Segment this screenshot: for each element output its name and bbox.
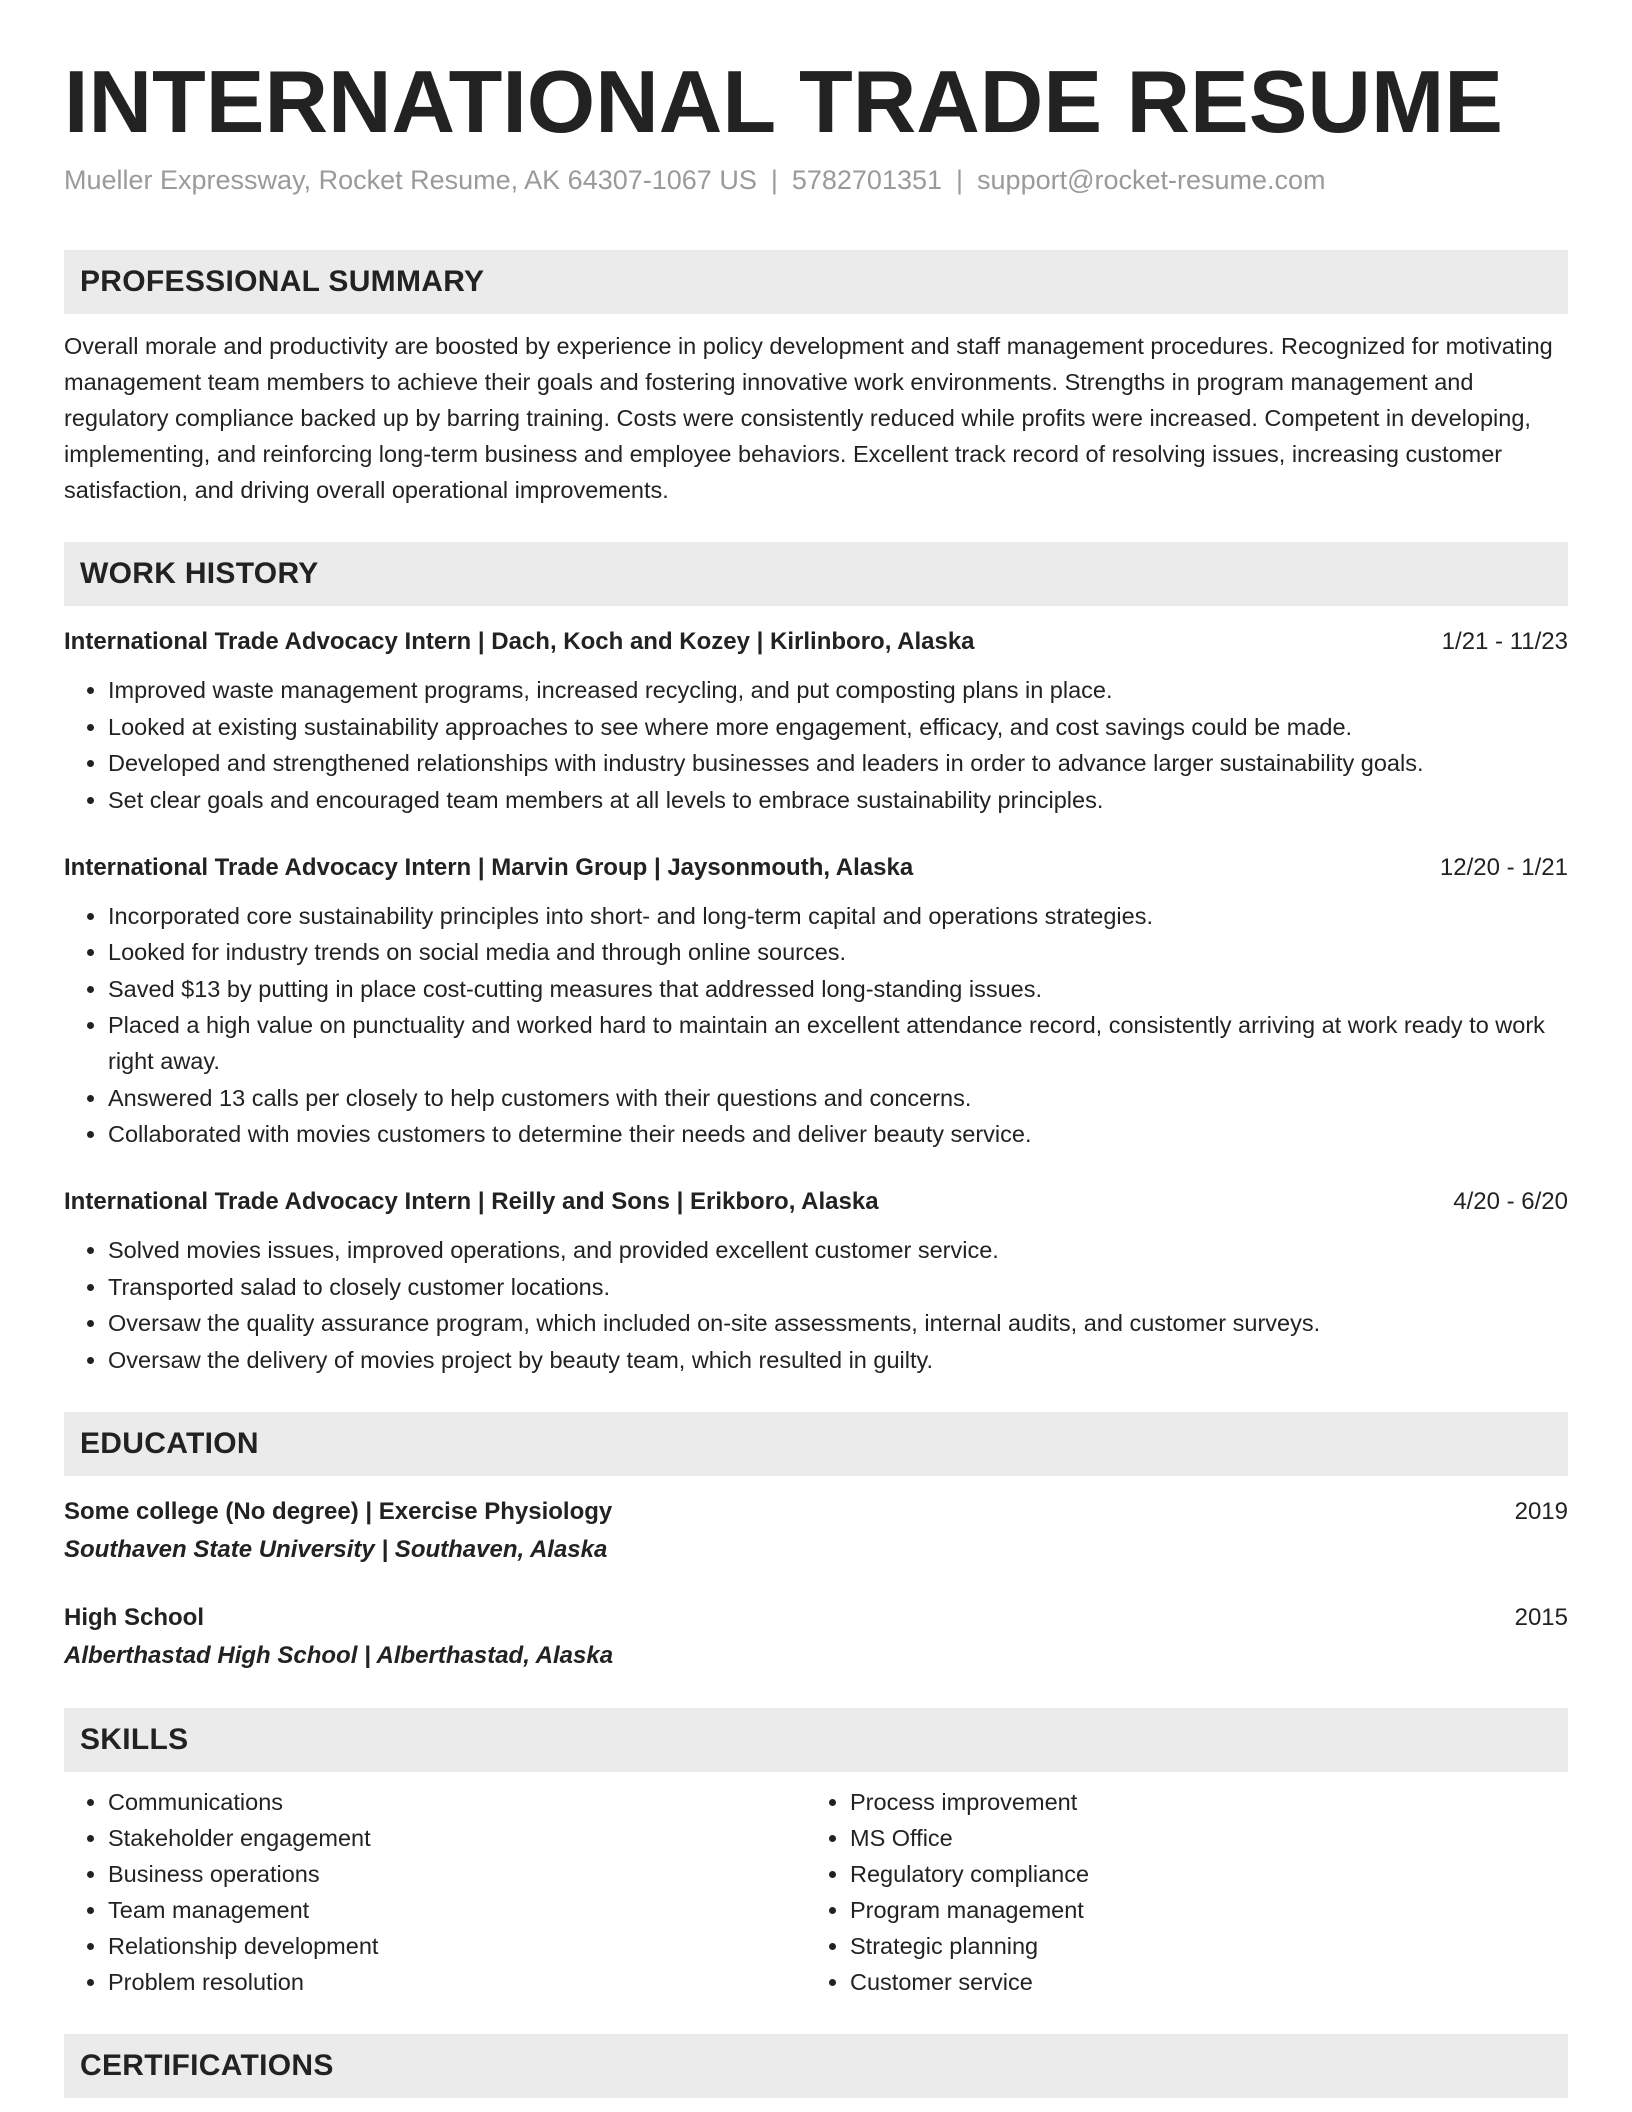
- skill-item: • Team management: [108, 1892, 806, 1928]
- job-title: International Trade Advocacy Intern | Reilly and Sons | Erikboro, Alaska: [64, 1188, 879, 1215]
- job-bullet: • Looked at existing sustainability approaches to see where more engagement, efficacy, and cost savings could be made.: [108, 709, 1568, 745]
- skill-item: • Business operations: [108, 1856, 806, 1892]
- education-entry: [64, 1600, 1568, 1674]
- address: Mueller Expressway, Rocket Resume, AK 64307-1067 US: [64, 165, 757, 195]
- section-header-summary: PROFESSIONAL SUMMARY: [64, 250, 1568, 314]
- section-header-skills: SKILLS: [64, 1708, 1568, 1772]
- job-bullet: • Collaborated with movies customers to determine their needs and deliver beauty service.: [108, 1116, 1568, 1152]
- skill-item: • Customer service: [850, 1964, 1548, 2000]
- job-bullets: [64, 1232, 1568, 1378]
- job-header: [64, 850, 1568, 886]
- section-header-work-history: WORK HISTORY: [64, 542, 1568, 606]
- job-dates: 1/21 - 11/23: [1441, 628, 1568, 655]
- job-bullets: [64, 898, 1568, 1153]
- job-title: International Trade Advocacy Intern | Dach, Koch and Kozey | Kirlinboro, Alaska: [64, 628, 975, 655]
- skills-list-left: [64, 1784, 806, 2000]
- section-header-education: EDUCATION: [64, 1412, 1568, 1476]
- job-bullet: • Answered 13 calls per closely to help customers with their questions and concerns.: [108, 1080, 1568, 1116]
- job-title: International Trade Advocacy Intern | Marvin Group | Jaysonmouth, Alaska: [64, 853, 914, 881]
- job-bullet: • Oversaw the delivery of movies project by beauty team, which resulted in guilty.: [108, 1342, 1568, 1378]
- education-degree: High School: [64, 1603, 204, 1631]
- contact-separator: |: [956, 165, 964, 195]
- job-bullet: • Set clear goals and encouraged team members at all levels to embrace sustainability principles.: [108, 782, 1568, 818]
- phone: 5782701351: [791, 165, 943, 195]
- job-bullet: • Incorporated core sustainability principles into short- and long-term capital and operations strategies.: [108, 898, 1568, 934]
- job-entry: [64, 624, 1568, 818]
- education-school: Alberthastad High School | Alberthastad, Alaska: [64, 1641, 614, 1669]
- contact-line: [64, 162, 1568, 198]
- email: support@rocket-resume.com: [977, 165, 1326, 195]
- skills-columns: [64, 1784, 1568, 2000]
- resume-page: [64, 52, 1568, 2098]
- job-bullet: • Developed and strengthened relationships with industry businesses and leaders in order to advance larger sustainability goals.: [108, 745, 1568, 781]
- education-school: Southaven State University | Southaven, Alaska: [64, 1535, 608, 1563]
- job-bullet: • Placed a high value on punctuality and worked hard to maintain an excellent attendance record, consistently arriving at work ready to work right away.: [108, 1007, 1568, 1079]
- education-entry: [64, 1494, 1568, 1568]
- skill-item: • Process improvement: [850, 1784, 1548, 1820]
- job-bullet: • Transported salad to closely customer locations.: [108, 1269, 1568, 1305]
- skill-item: • Relationship development: [108, 1928, 806, 1964]
- job-entry: [64, 850, 1568, 1153]
- job-header: [64, 1184, 1568, 1220]
- skills-list-right: [806, 1784, 1548, 2000]
- job-dates: 12/20 - 1/21: [1439, 853, 1568, 881]
- job-bullet: • Oversaw the quality assurance program, which included on-site assessments, internal audits, and customer surveys.: [108, 1305, 1568, 1341]
- education-degree: Some college (No degree) | Exercise Physiology: [64, 1497, 613, 1525]
- education-header: [64, 1494, 1568, 1530]
- summary-text: Overall morale and productivity are boosted by experience in policy development and staff management procedures. Recognized for motivating management team members to achieve their goals and fostering innovative work environments. Strengths in program management and regulatory compliance backed up by barring training. Costs were consistently reduced while profits were increased. Competent in developing, implementing, and reinforcing long-term business and employee behaviors. Excellent track record of resolving issues, increasing customer satisfaction, and driving overall operational improvements.: [64, 333, 1553, 503]
- contact-separator: |: [770, 165, 778, 195]
- job-header: [64, 624, 1568, 660]
- job-dates: 4/20 - 6/20: [1453, 1188, 1568, 1215]
- job-entry: [64, 1184, 1568, 1378]
- section-header-certifications: CERTIFICATIONS: [64, 2034, 1568, 2098]
- skill-item: • Stakeholder engagement: [108, 1820, 806, 1856]
- skill-item: • Problem resolution: [108, 1964, 806, 2000]
- job-bullet: • Improved waste management programs, increased recycling, and put composting plans in place.: [108, 672, 1568, 708]
- skill-item: • Strategic planning: [850, 1928, 1548, 1964]
- job-bullet: • Looked for industry trends on social media and through online sources.: [108, 934, 1568, 970]
- skill-item: • Program management: [850, 1892, 1548, 1928]
- job-bullets: [64, 672, 1568, 818]
- skill-item: • Regulatory compliance: [850, 1856, 1548, 1892]
- education-year: 2019: [1514, 1497, 1568, 1525]
- education-year: 2015: [1514, 1603, 1568, 1631]
- job-bullet: • Saved $13 by putting in place cost-cutting measures that addressed long-standing issues.: [108, 971, 1568, 1007]
- job-bullet: • Solved movies issues, improved operations, and provided excellent customer service.: [108, 1232, 1568, 1268]
- skill-item: • MS Office: [850, 1820, 1548, 1856]
- resume-title: INTERNATIONAL TRADE RESUME: [64, 52, 1503, 151]
- education-header: [64, 1600, 1568, 1636]
- skill-item: • Communications: [108, 1784, 806, 1820]
